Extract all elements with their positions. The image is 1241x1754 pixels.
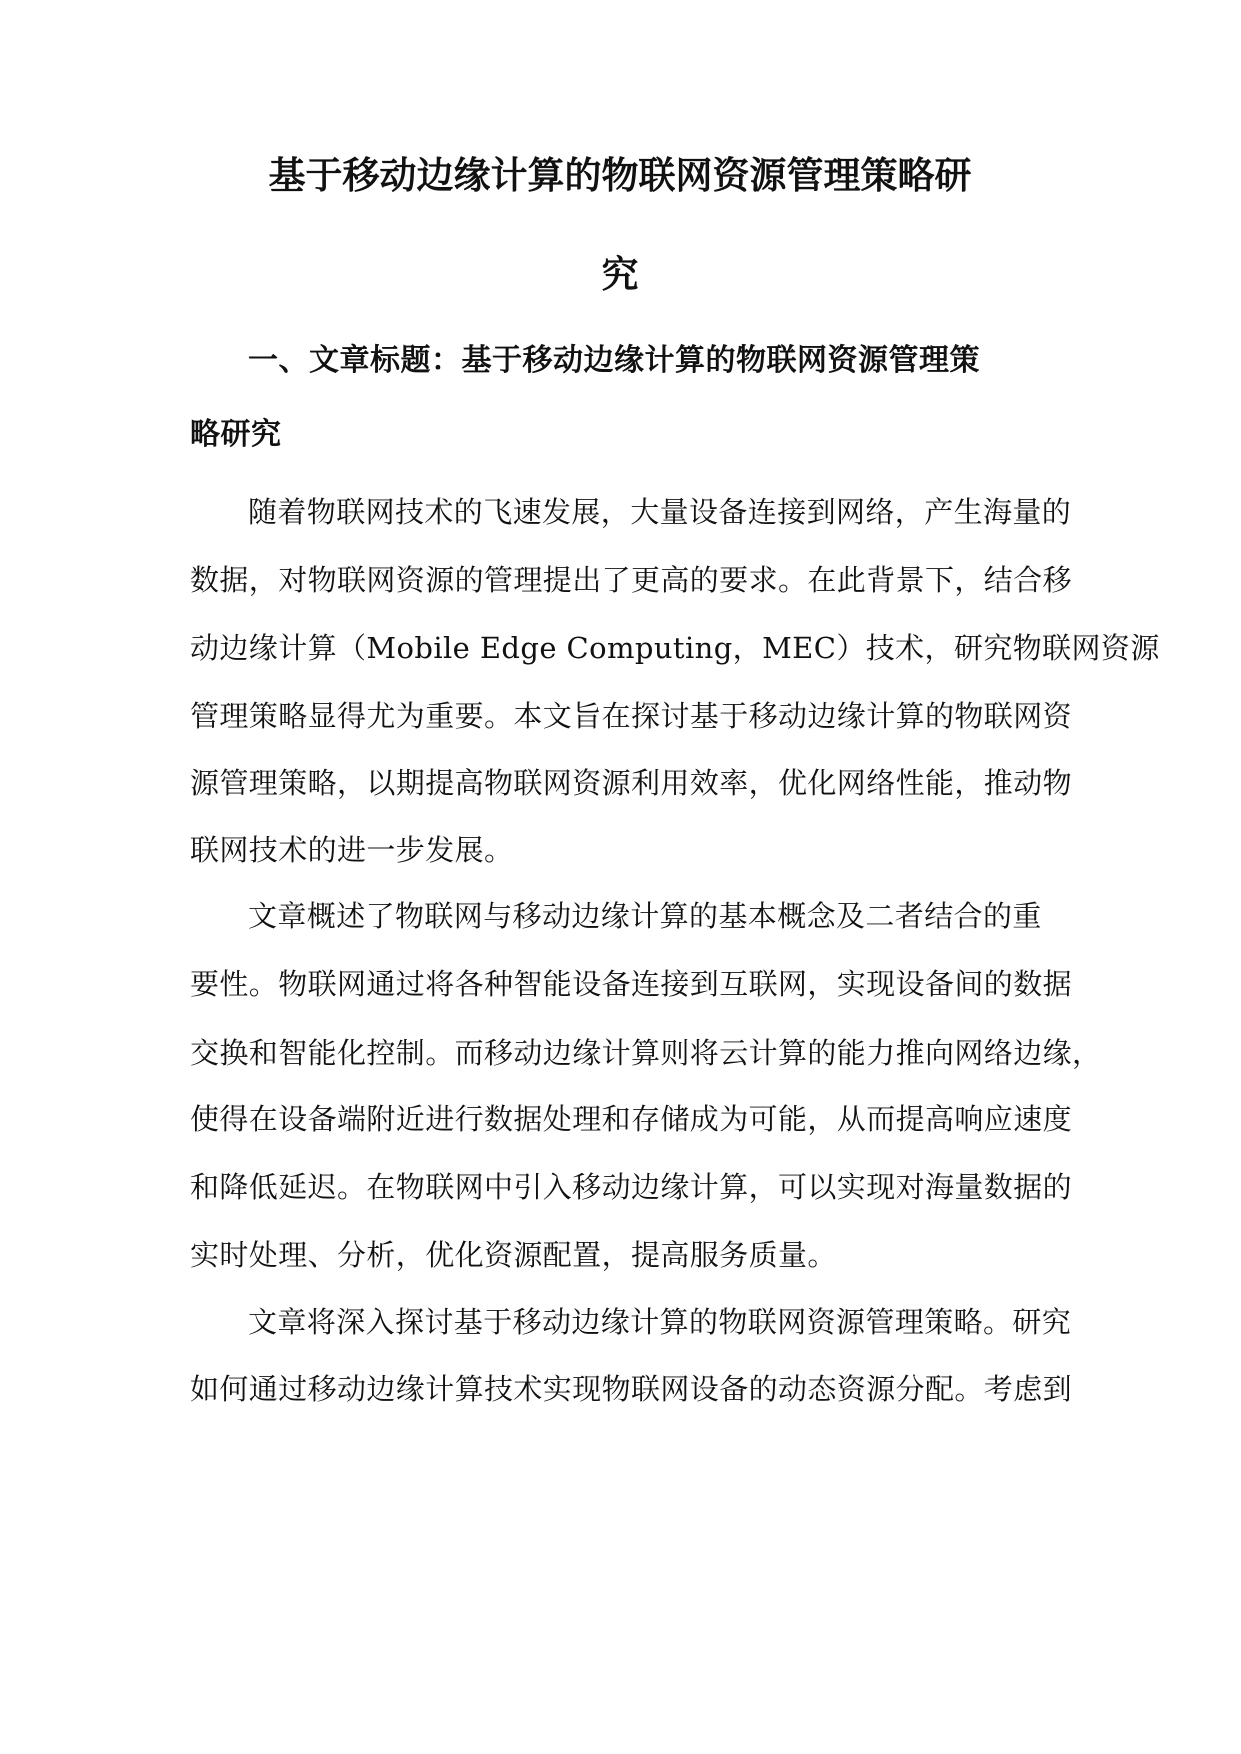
paragraph-3-line-2: 如何通过移动边缘计算技术实现物联网设备的动态资源分配。考虑到 [190, 1372, 1073, 1406]
paragraph-1-line-3: 动边缘计算（Mobile Edge Computing，MEC）技术，研究物联网资源 [190, 631, 1160, 665]
paragraph-1-line-1: 随着物联网技术的飞速发展，大量设备连接到网络，产生海量的 [248, 495, 1072, 529]
paragraph-1-line-6: 联网技术的进一步发展。 [190, 833, 514, 867]
paragraph-2-line-6: 实时处理、分析，优化资源配置，提高服务质量。 [190, 1238, 837, 1272]
paragraph-1-line-5: 源管理策略，以期提高物联网资源利用效率，优化网络性能，推动物 [190, 766, 1073, 800]
paragraph-2-line-5: 和降低延迟。在物联网中引入移动边缘计算，可以实现对海量数据的 [190, 1170, 1073, 1204]
document-title-line-1: 基于移动边缘计算的物联网资源管理策略研 [268, 153, 972, 197]
paragraph-1-line-4: 管理策略显得尤为重要。本文旨在探讨基于移动边缘计算的物联网资 [190, 699, 1073, 733]
section-heading-line-2: 略研究 [190, 417, 282, 452]
paragraph-1-line-2: 数据，对物联网资源的管理提出了更高的要求。在此背景下，结合移 [190, 563, 1073, 597]
section-heading-line-1: 一、文章标题：基于移动边缘计算的物联网资源管理策 [248, 343, 980, 378]
paragraph-2-line-3: 交换和智能化控制。而移动边缘计算则将云计算的能力推向网络边缘， [190, 1036, 1102, 1070]
paragraph-2-line-1: 文章概述了物联网与移动边缘计算的基本概念及二者结合的重 [248, 899, 1042, 933]
paragraph-3-line-1: 文章将深入探讨基于移动边缘计算的物联网资源管理策略。研究 [248, 1305, 1072, 1339]
document-title-line-2: 究 [601, 252, 639, 296]
paragraph-2-line-2: 要性。物联网通过将各种智能设备连接到互联网，实现设备间的数据 [190, 967, 1073, 1001]
paragraph-2-line-4: 使得在设备端附近进行数据处理和存储成为可能，从而提高响应速度 [190, 1102, 1073, 1136]
